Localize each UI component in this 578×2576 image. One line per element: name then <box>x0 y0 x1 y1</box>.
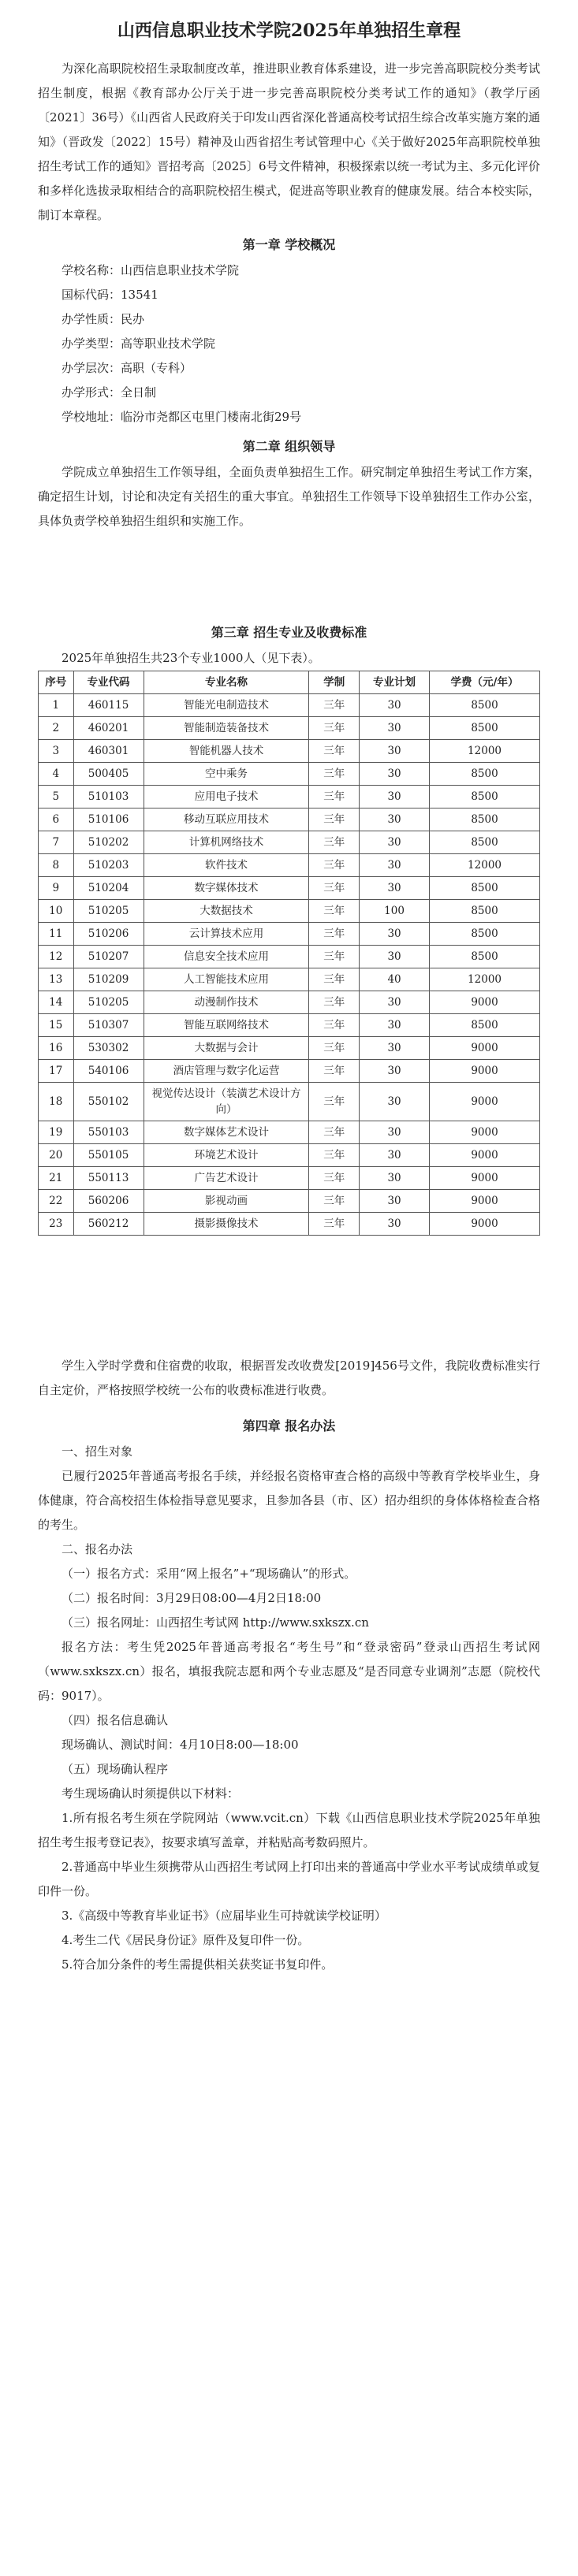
info-value: 高等职业技术学院 <box>121 336 216 351</box>
table-cell: 广告艺术设计 <box>144 1167 309 1190</box>
info-value: 13541 <box>121 288 158 302</box>
table-cell: 三年 <box>309 946 360 968</box>
table-cell: 510207 <box>73 946 144 968</box>
table-cell: 460201 <box>73 717 144 740</box>
table-row <box>39 1213 540 1236</box>
table-row <box>39 968 540 991</box>
table-cell: 三年 <box>309 1144 360 1167</box>
table-cell: 11 <box>39 923 74 946</box>
table-cell: 三年 <box>309 991 360 1014</box>
col-header: 学制 <box>309 671 360 694</box>
table-cell: 30 <box>360 717 430 740</box>
table-cell: 9000 <box>430 991 540 1014</box>
chapter2-heading: 第二章 组织领导 <box>242 439 336 454</box>
table-cell: 影视动画 <box>144 1190 309 1213</box>
table-cell: 8500 <box>430 786 540 808</box>
table-cell: 30 <box>360 786 430 808</box>
table-cell: 8500 <box>430 877 540 900</box>
blank-space <box>38 533 540 615</box>
table-cell: 530302 <box>73 1037 144 1060</box>
table-cell: 三年 <box>309 740 360 763</box>
table-cell: 空中乘务 <box>144 763 309 786</box>
info-row <box>38 307 540 332</box>
table-cell: 三年 <box>309 763 360 786</box>
registration-item: 4.考生二代《居民身份证》原件及复印件一份。 <box>62 1933 310 1947</box>
table-cell: 软件技术 <box>144 854 309 877</box>
table-cell: 12000 <box>430 968 540 991</box>
info-label: 办学类型： <box>62 336 121 351</box>
table-cell: 三年 <box>309 1060 360 1083</box>
info-row <box>38 381 540 405</box>
table-cell: 540106 <box>73 1060 144 1083</box>
table-cell: 510209 <box>73 968 144 991</box>
table-row <box>39 1060 540 1083</box>
table-cell: 30 <box>360 808 430 831</box>
info-value: 山西信息职业技术学院 <box>121 263 240 277</box>
table-cell: 8 <box>39 854 74 877</box>
table-cell: 计算机网络技术 <box>144 831 309 854</box>
table-cell: 9000 <box>430 1037 540 1060</box>
majors-table <box>38 671 540 1236</box>
table-cell: 9000 <box>430 1083 540 1121</box>
table-cell: 30 <box>360 694 430 717</box>
table-cell: 人工智能技术应用 <box>144 968 309 991</box>
table-cell: 8500 <box>430 831 540 854</box>
table-cell: 数字媒体技术 <box>144 877 309 900</box>
table-cell: 数字媒体艺术设计 <box>144 1121 309 1144</box>
table-cell: 460301 <box>73 740 144 763</box>
majors-table-body <box>39 694 540 1236</box>
table-cell: 40 <box>360 968 430 991</box>
table-cell: 30 <box>360 1014 430 1037</box>
table-cell: 30 <box>360 991 430 1014</box>
section1-heading: 一、招生对象 <box>62 1444 133 1459</box>
table-cell: 三年 <box>309 694 360 717</box>
school-info <box>38 258 540 429</box>
info-row <box>38 258 540 283</box>
table-cell: 550103 <box>73 1121 144 1144</box>
table-cell: 30 <box>360 1083 430 1121</box>
table-cell: 510202 <box>73 831 144 854</box>
table-cell: 30 <box>360 740 430 763</box>
table-cell: 应用电子技术 <box>144 786 309 808</box>
table-cell: 100 <box>360 900 430 923</box>
table-cell: 30 <box>360 923 430 946</box>
table-cell: 2 <box>39 717 74 740</box>
document-title: 山西信息职业技术学院2025年单独招生章程 <box>117 20 461 41</box>
table-cell: 三年 <box>309 923 360 946</box>
table-cell: 9000 <box>430 1190 540 1213</box>
table-cell: 云计算技术应用 <box>144 923 309 946</box>
registration-item: 现场确认、测试时间：4月10日8:00—18:00 <box>62 1738 299 1752</box>
table-row <box>39 717 540 740</box>
table-cell: 三年 <box>309 1213 360 1236</box>
chapter4-heading: 第四章 报名办法 <box>242 1418 336 1433</box>
table-row <box>39 854 540 877</box>
table-cell: 30 <box>360 1060 430 1083</box>
info-row <box>38 283 540 307</box>
table-cell: 16 <box>39 1037 74 1060</box>
table-cell: 30 <box>360 763 430 786</box>
table-cell: 510103 <box>73 786 144 808</box>
table-cell: 8500 <box>430 717 540 740</box>
table-cell: 视觉传达设计（装潢艺术设计方向） <box>144 1083 309 1121</box>
table-row <box>39 1014 540 1037</box>
table-row <box>39 1037 540 1060</box>
table-row <box>39 991 540 1014</box>
table-cell: 30 <box>360 1121 430 1144</box>
table-row <box>39 946 540 968</box>
table-cell: 510106 <box>73 808 144 831</box>
table-row <box>39 877 540 900</box>
table-cell: 三年 <box>309 1190 360 1213</box>
blank-space <box>38 1236 540 1354</box>
registration-item: 报名方法：考生凭2025年普通高考报名“考生号”和“登录密码”登录山西招生考试网（www.sxkszx.cn）报名，填报我院志愿和两个专业志愿及“是否同意专业调剂”志愿（院校代码：9017）。 <box>38 1640 540 1703</box>
col-header: 专业名称 <box>144 671 309 694</box>
table-cell: 12000 <box>430 740 540 763</box>
table-cell: 7 <box>39 831 74 854</box>
registration-item: 2.普通高中毕业生须携带从山西招生考试网上打印出来的普通高中学业水平考试成绩单或复印件一份。 <box>38 1860 540 1898</box>
intro-paragraph: 为深化高职院校招生录取制度改革，推进职业教育体系建设，进一步完善高职院校分类考试招生制度，根据《教育部办公厅关于进一步完善高职院校分类考试工作的通知》（教学厅函〔2021〕36号）《山西省人民政府关于印发山西省深化普通高校考试招生综合改革实施方案的通知》（晋政发〔2022〕15号）精神及山西省招生考试管理中心《关于做好2025年高职院校单独招生考试工作的通知》晋招考高〔2025〕6号文件精神，积极探索以统一考试为主、多元化评价和多样化选拔录取相结合的高职院校招生模式，促进高等职业教育的健康发展。结合本校实际，制订本章程。 <box>38 61 540 222</box>
table-cell: 三年 <box>309 831 360 854</box>
table-cell: 550113 <box>73 1167 144 1190</box>
registration-items <box>38 1562 540 1977</box>
col-header: 专业代码 <box>73 671 144 694</box>
info-row <box>38 356 540 381</box>
registration-item: （五）现场确认程序 <box>62 1762 169 1776</box>
registration-item: （三）报名网址：山西招生考试网 http://www.sxkszx.cn <box>62 1615 369 1630</box>
table-cell: 18 <box>39 1083 74 1121</box>
table-cell: 510205 <box>73 900 144 923</box>
col-header: 序号 <box>39 671 74 694</box>
table-cell: 9000 <box>430 1121 540 1144</box>
info-label: 国标代码： <box>62 288 121 302</box>
table-cell: 智能机器人技术 <box>144 740 309 763</box>
table-cell: 13 <box>39 968 74 991</box>
table-row <box>39 808 540 831</box>
table-row <box>39 1167 540 1190</box>
fee-note: 学生入学时学费和住宿费的收取，根据晋发改收费发[2019]456号文件，我院收费标准实行自主定价，严格按照学校统一公布的收费标准进行收费。 <box>38 1359 540 1397</box>
table-cell: 500405 <box>73 763 144 786</box>
table-cell: 15 <box>39 1014 74 1037</box>
table-row <box>39 1144 540 1167</box>
registration-item: 1.所有报名考生须在学院网站（www.vcit.cn）下载《山西信息职业技术学院2025年单独招生考生报考登记表》，按要求填写盖章，并粘贴高考数码照片。 <box>38 1811 540 1849</box>
registration-item: （二）报名时间：3月29日08:00—4月2日18:00 <box>62 1591 322 1605</box>
table-cell: 22 <box>39 1190 74 1213</box>
table-cell: 30 <box>360 1037 430 1060</box>
table-cell: 3 <box>39 740 74 763</box>
table-cell: 550105 <box>73 1144 144 1167</box>
table-cell: 三年 <box>309 854 360 877</box>
registration-item: 3.《高级中等教育毕业证书》（应届毕业生可持就读学校证明） <box>62 1909 386 1923</box>
registration-item: （四）报名信息确认 <box>62 1713 169 1727</box>
table-cell: 8500 <box>430 694 540 717</box>
table-row <box>39 786 540 808</box>
chapter1-heading: 第一章 学校概况 <box>242 237 336 252</box>
info-row <box>38 405 540 429</box>
table-cell: 三年 <box>309 877 360 900</box>
info-label: 办学层次： <box>62 361 121 375</box>
chapter3-heading: 第三章 招生专业及收费标准 <box>211 625 367 640</box>
table-cell: 4 <box>39 763 74 786</box>
table-cell: 30 <box>360 1213 430 1236</box>
table-cell: 30 <box>360 1190 430 1213</box>
col-header: 专业计划 <box>360 671 430 694</box>
table-cell: 9000 <box>430 1167 540 1190</box>
table-cell: 30 <box>360 946 430 968</box>
info-label: 学校地址： <box>62 410 121 424</box>
table-cell: 21 <box>39 1167 74 1190</box>
table-cell: 8500 <box>430 946 540 968</box>
table-cell: 8500 <box>430 923 540 946</box>
table-row <box>39 900 540 923</box>
table-cell: 8500 <box>430 808 540 831</box>
table-cell: 三年 <box>309 968 360 991</box>
table-cell: 三年 <box>309 1121 360 1144</box>
table-cell: 510203 <box>73 854 144 877</box>
table-cell: 移动互联应用技术 <box>144 808 309 831</box>
table-cell: 8500 <box>430 900 540 923</box>
table-row <box>39 1083 540 1121</box>
table-cell: 智能互联网络技术 <box>144 1014 309 1037</box>
registration-item: 5.符合加分条件的考生需提供相关获奖证书复印件。 <box>62 1957 334 1972</box>
info-label: 学校名称： <box>62 263 121 277</box>
table-cell: 460115 <box>73 694 144 717</box>
table-cell: 三年 <box>309 900 360 923</box>
info-label: 办学性质： <box>62 312 121 326</box>
table-cell: 17 <box>39 1060 74 1083</box>
info-label: 办学形式： <box>62 385 121 400</box>
table-cell: 三年 <box>309 786 360 808</box>
section1-text: 已履行2025年普通高考报名手续，并经报名资格审查合格的高级中等教育学校毕业生，身体健康，符合高校招生体检指导意见要求，且参加各县（市、区）招办组织的身体体格检查合格的考生。 <box>38 1469 540 1532</box>
table-cell: 酒店管理与数字化运营 <box>144 1060 309 1083</box>
info-row <box>38 332 540 356</box>
table-cell: 9000 <box>430 1213 540 1236</box>
registration-item: （一）报名方式：采用“网上报名”+“现场确认”的形式。 <box>62 1567 356 1581</box>
table-cell: 12 <box>39 946 74 968</box>
table-row <box>39 923 540 946</box>
enrollment-summary: 2025年单独招生共23个专业1000人（见下表）。 <box>62 651 320 665</box>
info-value: 高职（专科） <box>121 361 192 375</box>
table-cell: 大数据技术 <box>144 900 309 923</box>
table-cell: 14 <box>39 991 74 1014</box>
chapter2-text: 学院成立单独招生工作领导组，全面负责单独招生工作。研究制定单独招生考试工作方案，确定招生计划，讨论和决定有关招生的重大事宜。单独招生工作领导下设单独招生工作办公室，具体负责学校单独招生组织和实施工作。 <box>38 465 540 528</box>
table-cell: 动漫制作技术 <box>144 991 309 1014</box>
table-cell: 8500 <box>430 763 540 786</box>
table-cell: 9000 <box>430 1144 540 1167</box>
info-value: 临汾市尧都区屯里门楼南北街29号 <box>121 410 302 424</box>
info-value: 民办 <box>121 312 145 326</box>
table-row <box>39 694 540 717</box>
table-cell: 信息安全技术应用 <box>144 946 309 968</box>
table-cell: 510206 <box>73 923 144 946</box>
table-row <box>39 831 540 854</box>
table-cell: 30 <box>360 831 430 854</box>
table-cell: 10 <box>39 900 74 923</box>
table-cell: 12000 <box>430 854 540 877</box>
table-cell: 550102 <box>73 1083 144 1121</box>
table-row <box>39 1121 540 1144</box>
table-cell: 560212 <box>73 1213 144 1236</box>
table-row <box>39 1190 540 1213</box>
table-cell: 30 <box>360 1144 430 1167</box>
table-cell: 20 <box>39 1144 74 1167</box>
table-header-row <box>39 671 540 694</box>
table-cell: 智能制造装备技术 <box>144 717 309 740</box>
table-cell: 三年 <box>309 1037 360 1060</box>
table-cell: 510307 <box>73 1014 144 1037</box>
table-cell: 23 <box>39 1213 74 1236</box>
table-cell: 9000 <box>430 1060 540 1083</box>
table-cell: 大数据与会计 <box>144 1037 309 1060</box>
table-cell: 510205 <box>73 991 144 1014</box>
table-cell: 30 <box>360 877 430 900</box>
table-cell: 19 <box>39 1121 74 1144</box>
table-cell: 三年 <box>309 1083 360 1121</box>
registration-item: 考生现场确认时须提供以下材料： <box>62 1786 240 1801</box>
table-cell: 三年 <box>309 1014 360 1037</box>
table-cell: 8500 <box>430 1014 540 1037</box>
table-cell: 环境艺术设计 <box>144 1144 309 1167</box>
col-header: 学费（元/年） <box>430 671 540 694</box>
table-cell: 摄影摄像技术 <box>144 1213 309 1236</box>
table-cell: 三年 <box>309 717 360 740</box>
table-cell: 510204 <box>73 877 144 900</box>
table-row <box>39 740 540 763</box>
info-value: 全日制 <box>121 385 157 400</box>
section2-heading: 二、报名办法 <box>62 1542 133 1556</box>
table-cell: 6 <box>39 808 74 831</box>
table-cell: 1 <box>39 694 74 717</box>
table-cell: 三年 <box>309 808 360 831</box>
table-row <box>39 763 540 786</box>
table-cell: 智能光电制造技术 <box>144 694 309 717</box>
table-cell: 30 <box>360 854 430 877</box>
table-cell: 9 <box>39 877 74 900</box>
table-cell: 三年 <box>309 1167 360 1190</box>
table-cell: 30 <box>360 1167 430 1190</box>
table-cell: 560206 <box>73 1190 144 1213</box>
table-cell: 5 <box>39 786 74 808</box>
